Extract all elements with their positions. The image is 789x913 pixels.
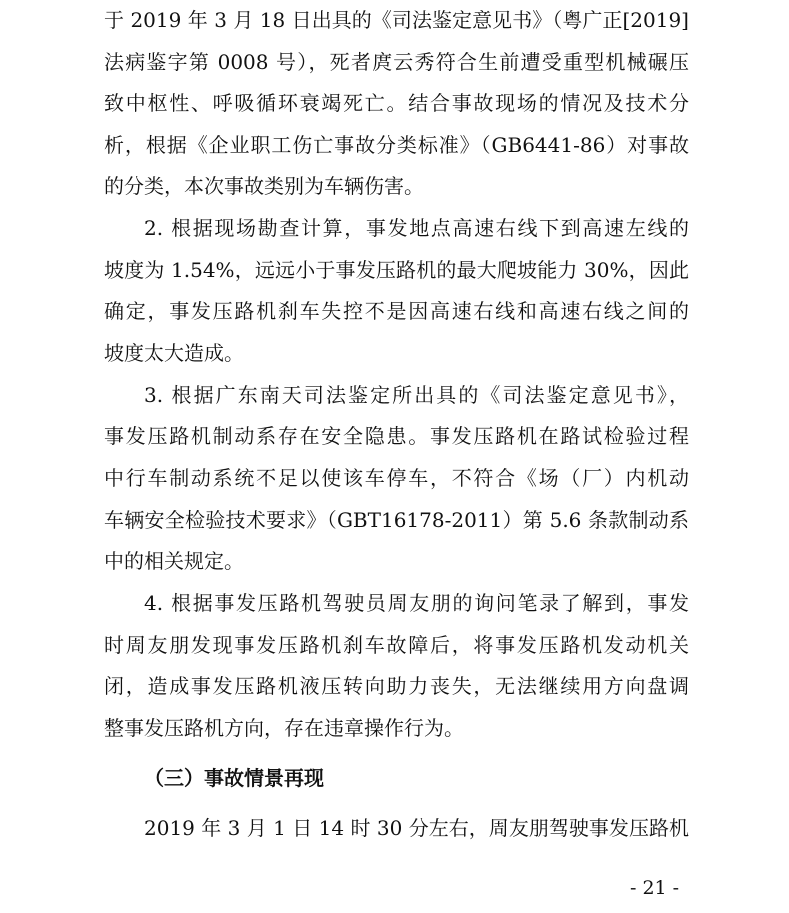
section-heading: （三）事故情景再现 (144, 766, 324, 790)
body-text-line: 闭，造成事发压路机液压转向助力丧失，无法继续用方向盘调 (104, 674, 689, 698)
body-text-line: 坡度为 1.54%，远远小于事发压路机的最大爬坡能力 30%，因此 (104, 258, 689, 282)
body-text-line: 车辆安全检验技术要求》（GBT16178-2011）第 5.6 条款制动系 (104, 508, 689, 532)
body-text-line: 析，根据《企业职工伤亡事故分类标准》（GB6441-86）对事故 (104, 133, 689, 157)
body-text-line: 确定，事发压路机刹车失控不是因高速右线和高速右线之间的 (104, 299, 689, 323)
body-text-line: 2019 年 3 月 1 日 14 时 30 分左右，周友朋驾驶事发压路机 (144, 816, 689, 840)
body-text-line: 致中枢性、呼吸循环衰竭死亡。结合事故现场的情况及技术分 (104, 91, 689, 115)
body-text-line: 坡度太大造成。 (104, 341, 244, 365)
body-text-line: 整事发压路机方向，存在违章操作行为。 (104, 716, 464, 740)
body-text-line: 于 2019 年 3 月 18 日出具的《司法鉴定意见书》（粤广正[2019] (104, 8, 689, 32)
body-text-line: 时周友朋发现事发压路机刹车故障后，将事发压路机发动机关 (104, 633, 689, 657)
body-text-line: 3. 根据广东南天司法鉴定所出具的《司法鉴定意见书》， (144, 383, 689, 407)
body-text-line: 4. 根据事发压路机驾驶员周友朋的询问笔录了解到，事发 (144, 591, 689, 615)
body-text-line: 的分类，本次事故类别为车辆伤害。 (104, 174, 424, 198)
body-text-line: 中行车制动系统不足以使该车停车，不符合《场（厂）内机动 (104, 466, 689, 490)
body-text-line: 2. 根据现场勘查计算，事发地点高速右线下到高速左线的 (144, 216, 689, 240)
body-text-line: 法病鉴字第 0008 号），死者庹云秀符合生前遭受重型机械碾压 (104, 50, 689, 74)
body-text-line: 事发压路机制动系存在安全隐患。事发压路机在路试检验过程 (104, 424, 689, 448)
body-text-line: 中的相关规定。 (104, 549, 244, 573)
page-number: - 21 - (630, 877, 680, 899)
